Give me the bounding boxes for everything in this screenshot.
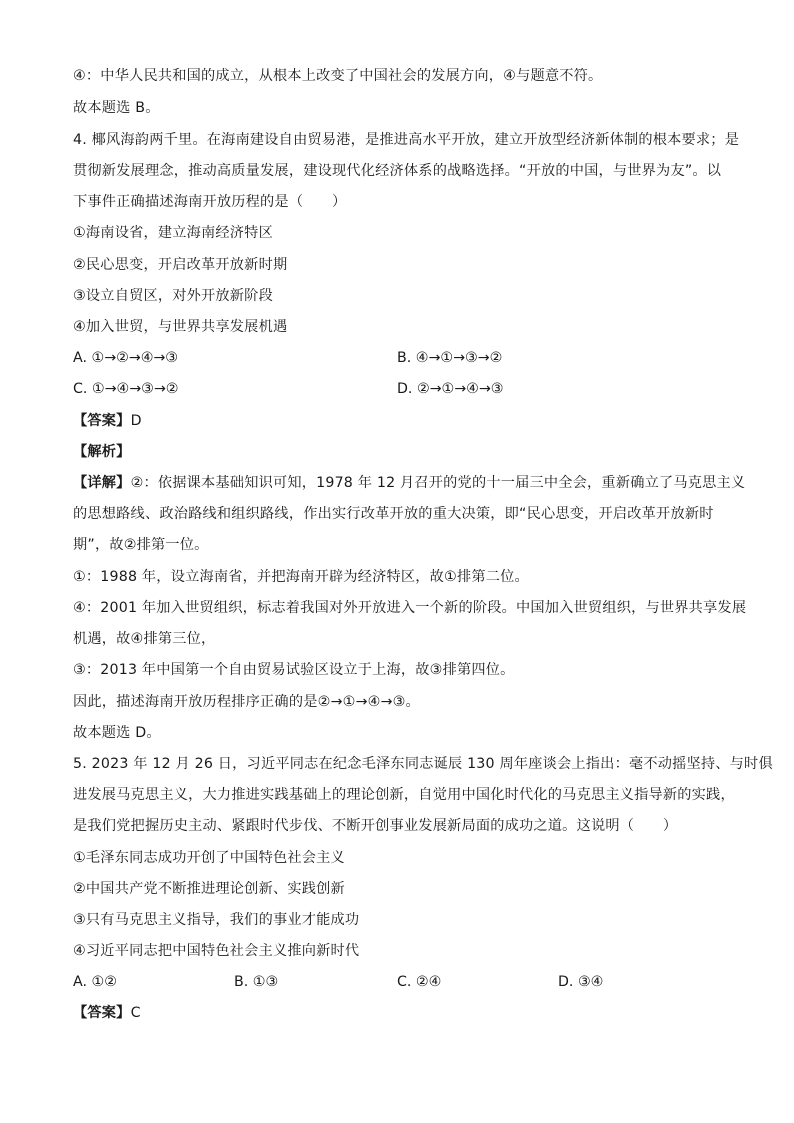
q4-item-2: ②民心思变，开启改革开放新时期 bbox=[73, 257, 288, 273]
q4-detail-line-7: ③：2013 年中国第一个自由贸易试验区设立于上海，故③排第四位。 bbox=[73, 662, 515, 678]
answer-value: C bbox=[130, 1005, 141, 1021]
q4-detail-line-6: 机遇，故④排第三位， bbox=[73, 631, 216, 647]
q3-conclusion: 故本题选 B。 bbox=[73, 100, 160, 116]
q5-item-2: ②中国共产党不断推进理论创新、实践创新 bbox=[73, 881, 345, 897]
q4-option-a: A. ①→②→④→③ bbox=[73, 350, 179, 366]
q5-stem-line-2: 进发展马克思主义，大力推进实践基础上的理论创新，自觉用中国化时代化的马克思主义指导新的实践， bbox=[73, 787, 735, 803]
q5-answer bbox=[73, 1003, 734, 1023]
q4-item-4: ④加入世贸，与世界共享发展机遇 bbox=[73, 319, 288, 335]
q4-analysis-heading bbox=[73, 442, 734, 462]
q5-item-4: ④习近平同志把中国特色社会主义推向新时代 bbox=[73, 943, 360, 959]
q4-stem-line-3: 下事件正确描述海南开放历程的是（ ） bbox=[73, 194, 347, 210]
answer-value: D bbox=[130, 413, 142, 429]
q5-item-3: ③只有马克思主义指导，我们的事业才能成功 bbox=[73, 912, 360, 928]
q4-stem-line-1: 4. 椰风海韵两千里。在海南建设自由贸易港，是推进高水平开放，建立开放型经济新体制的根本要求；是 bbox=[73, 132, 740, 148]
q4-option-d: D. ②→①→④→③ bbox=[397, 381, 504, 397]
analysis-tag: 【解析】 bbox=[73, 444, 131, 460]
q5-option-d: D. ③④ bbox=[558, 974, 604, 990]
q5-item-1: ①毛泽东同志成功开创了中国特色社会主义 bbox=[73, 850, 345, 866]
answer-tag: 【答案】 bbox=[73, 1005, 131, 1021]
q4-stem-line-2: 贯彻新发展理念，推动高质量发展，建设现代化经济体系的战略选择。“开放的中国，与世界为友”。以 bbox=[73, 163, 722, 179]
q4-answer bbox=[73, 411, 734, 431]
q5-option-b: B. ①③ bbox=[234, 974, 279, 990]
q3-explanation-line: ④：中华人民共和国的成立，从根本上改变了中国社会的发展方向，④与题意不符。 bbox=[73, 68, 603, 84]
q4-item-1: ①海南设省，建立海南经济特区 bbox=[73, 225, 273, 241]
q4-detail-line-3: 期”，故②排第一位。 bbox=[73, 537, 209, 553]
q4-detail-line-9: 故本题选 D。 bbox=[73, 725, 161, 741]
q4-detail-line-2: 的思想路线、政治路线和组织路线，作出实行改革开放的重大决策，即“民心思变，开启改革开放新时 bbox=[73, 506, 714, 522]
q4-option-c: C. ①→④→③→② bbox=[73, 381, 179, 397]
q4-detail-line-5: ④：2001 年加入世贸组织，标志着我国对外开放进入一个新的阶段。中国加入世贸组织，与世界共享发展 bbox=[73, 600, 747, 616]
q4-detail-line-1 bbox=[73, 473, 746, 493]
detail-text: ②：依据课本基础知识可知，1978 年 12 月召开的党的十一届三中全会，重新确立了马克思主义 bbox=[130, 475, 746, 491]
q5-option-a: A. ①② bbox=[73, 974, 117, 990]
q4-option-b: B. ④→①→③→② bbox=[397, 350, 503, 366]
q5-option-c: C. ②④ bbox=[397, 974, 442, 990]
q4-detail-line-8: 因此，描述海南开放历程排序正确的是②→①→④→③。 bbox=[73, 694, 420, 710]
q4-item-3: ③设立自贸区，对外开放新阶段 bbox=[73, 288, 273, 304]
q4-detail-line-4: ①：1988 年，设立海南省，并把海南开辟为经济特区，故①排第二位。 bbox=[73, 569, 529, 585]
q5-stem-line-3: 是我们党把握历史主动、紧跟时代步伐、不断开创事业发展新局面的成功之道。这说明（ ） bbox=[73, 818, 678, 834]
answer-tag: 【答案】 bbox=[73, 413, 131, 429]
q5-stem-line-1: 5. 2023 年 12 月 26 日，习近平同志在纪念毛泽东同志诞辰 130 周年座谈会上指出：毫不动摇坚持、与时俱 bbox=[73, 756, 773, 772]
detail-tag: 【详解】 bbox=[73, 475, 131, 491]
